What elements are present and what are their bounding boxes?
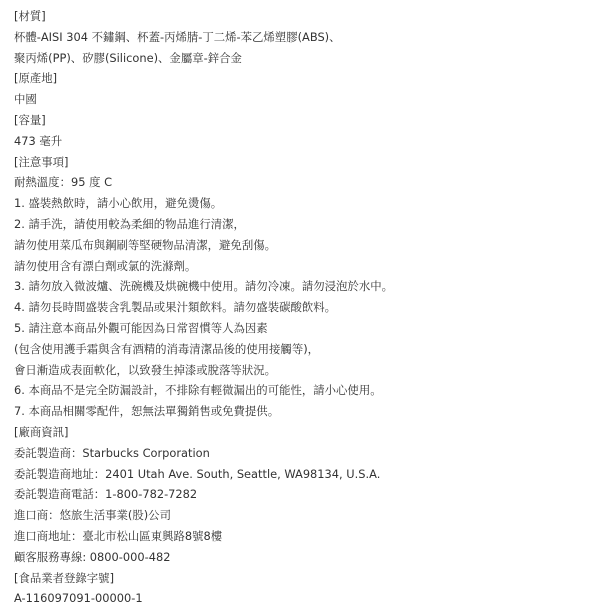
section-heading-notes: [注意事項] (14, 154, 69, 169)
section-heading-material: [材質] (14, 9, 46, 23)
note-item-5-cont: 會日漸造成表面軟化，以致發生掉漆或脫落等狀況。 (14, 362, 276, 377)
manufacturer-text: 委託製造商：Starbucks Corporation (14, 445, 210, 460)
note-item-2-cont: 請勿使用菜瓜布與鋼刷等堅硬物品清潔，避免刮傷。 (14, 237, 276, 252)
note-item-2-cont: 請勿使用含有漂白劑或氯的洗滌劑。 (14, 258, 197, 273)
manufacturer-phone-text: 委託製造商電話：1-800-782-7282 (14, 487, 198, 502)
customer-service-text: 顧客服務專線: 0800-000-482 (14, 549, 171, 564)
note-item-3: 3. 請勿放入微波爐、洗碗機及烘碗機中使用。請勿冷凍。請勿浸泡於水中。 (14, 279, 393, 294)
origin-text: 中國 (14, 92, 37, 107)
importer-text: 進口商：悠旅生活事業(股)公司 (14, 508, 171, 523)
heat-resistance-text: 耐熱溫度：95 度 C (14, 175, 113, 190)
note-item-5-cont: (包含使用護手霜與含有酒精的消毒清潔品後的使用接觸等)， (14, 341, 320, 356)
importer-address-text: 進口商地址：臺北市松山區東興路8號8樓 (14, 528, 223, 543)
material-text: 聚丙烯(PP)、矽膠(Silicone)、金屬章-鋅合金 (14, 50, 242, 65)
note-item-5: 5. 請注意本商品外觀可能因為日常習慣等人為因素 (14, 320, 268, 335)
note-item-7: 7. 本商品相關零配件，恕無法單獨銷售或免費提供。 (14, 404, 280, 419)
note-item-2: 2. 請手洗，請使用較為柔細的物品進行清潔， (14, 216, 245, 231)
note-item-4: 4. 請勿長時間盛裝含乳製品或果汁類飲料。請勿盛裝碳酸飲料。 (14, 300, 337, 315)
note-item-6: 6. 本商品不是完全防漏設計，不排除有輕微漏出的可能性，請小心使用。 (14, 383, 382, 398)
section-heading-origin: [原產地] (14, 71, 58, 86)
material-text: 杯體-AISI 304 不鏽鋼、杯蓋-丙烯腈-丁二烯-苯乙烯塑膠(ABS)、 (14, 29, 341, 44)
section-heading-registration: [食品業者登錄字號] (14, 570, 115, 585)
registration-number-text: A-116097091-00000-1 (14, 591, 143, 606)
section-heading-capacity: [容量] (14, 112, 46, 127)
note-item-1: 1. 盛裝熱飲時，請小心飲用，避免燙傷。 (14, 196, 223, 211)
section-heading-vendor: [廠商資訊] (14, 424, 69, 439)
manufacturer-address-text: 委託製造商地址：2401 Utah Ave. South, Seattle, WA98134, U.S.A. (14, 466, 381, 481)
capacity-text: 473 毫升 (14, 133, 63, 148)
